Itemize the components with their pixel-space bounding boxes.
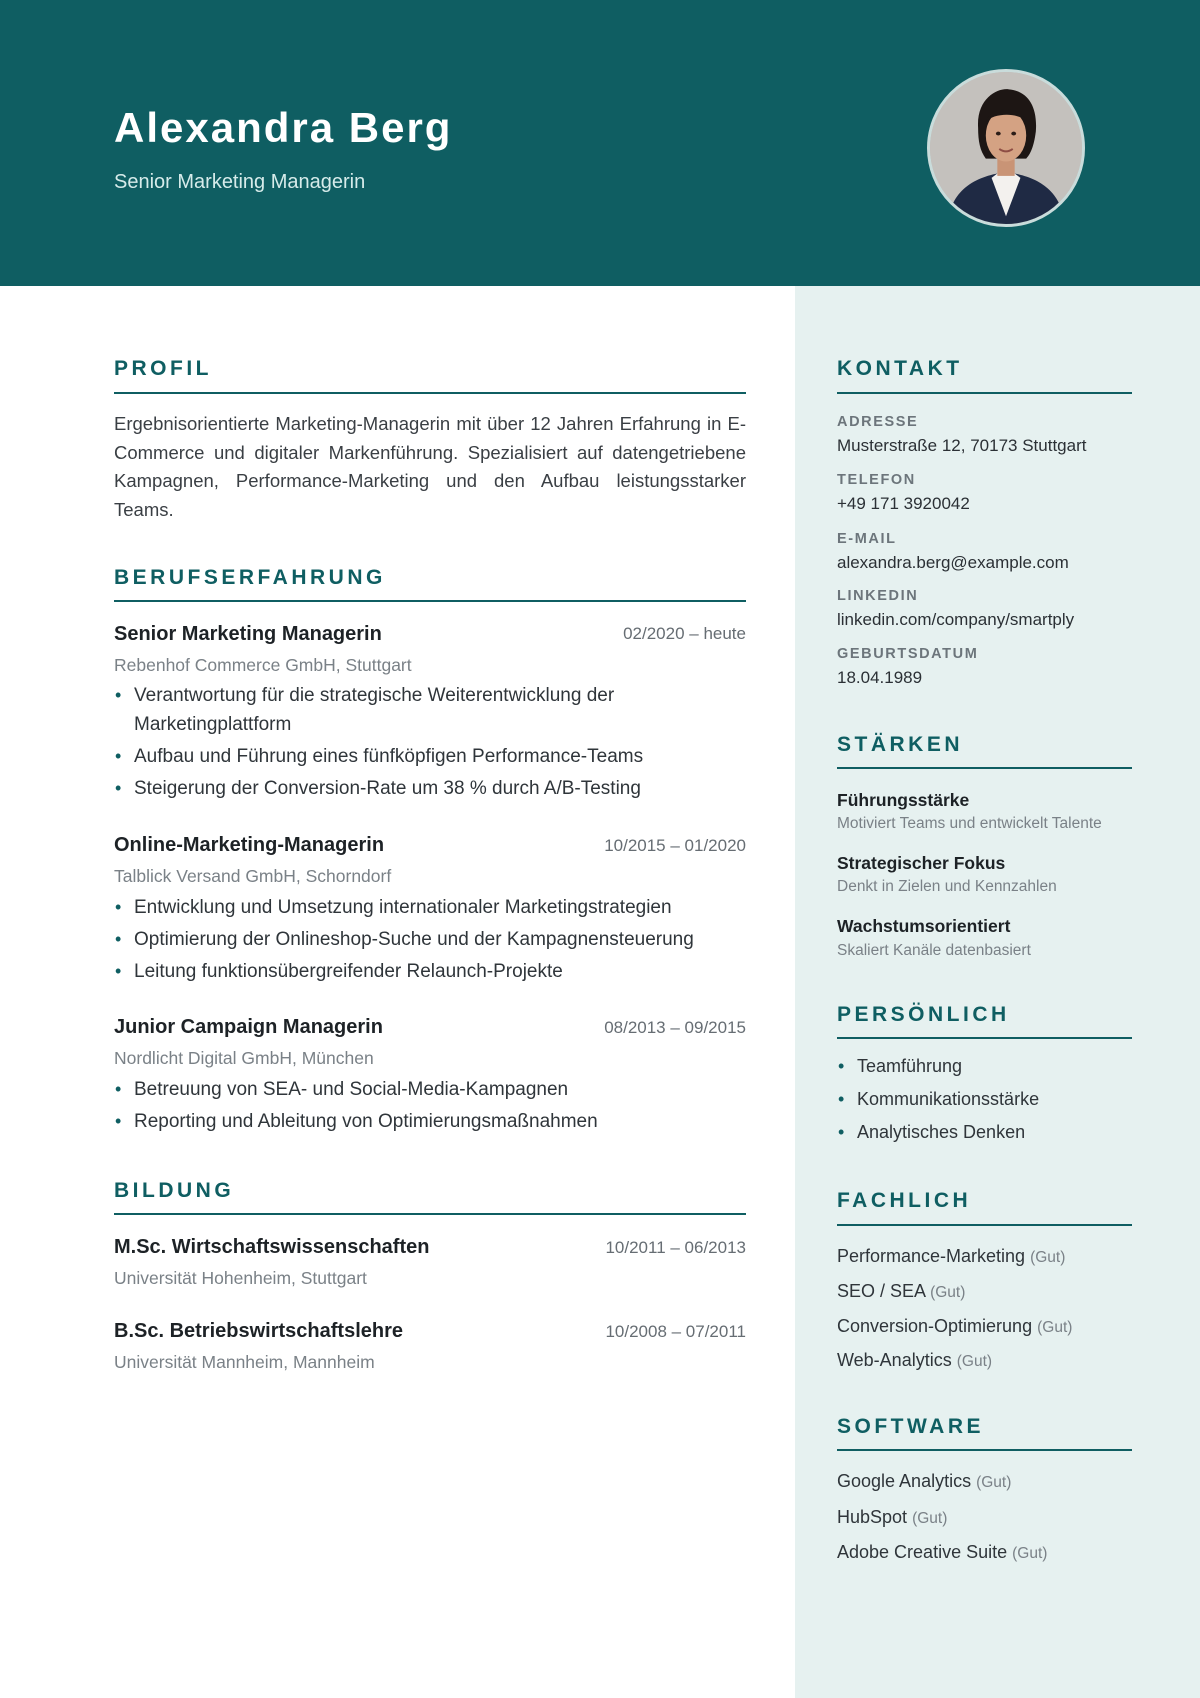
software-skill	[837, 1471, 1011, 1492]
job-bullet: • Steigerung der Conversion-Rate um 38 % durch A/B-Testing	[114, 774, 754, 803]
portrait-image	[930, 72, 1082, 224]
skill-name: Adobe Creative Suite	[837, 1542, 1008, 1562]
job-title: Junior Campaign Managerin	[114, 1016, 383, 1038]
skill-name: Performance-Marketing	[837, 1246, 1026, 1266]
technical-skill	[837, 1281, 965, 1302]
contact-email: alexandra.berg@example.com	[837, 553, 1069, 572]
technical-heading: FACHLICH	[837, 1189, 972, 1212]
job-company: Rebenhof Commerce GmbH, Stuttgart	[114, 655, 412, 675]
technical-skill	[837, 1350, 992, 1371]
contact-label-linkedin: LINKEDIN	[837, 588, 919, 604]
profile-text: Ergebnisorientierte Marketing-Managerin mit über 12 Jahren Erfahrung in E-Commerce und digitaler Markenführung. Spezialisiert auf datengetriebene Kampagnen, Performance-Marketing und den Aufbau leistungsstarker Teams.	[114, 413, 746, 520]
job-bullet: • Betreuung von SEA- und Social-Media-Kampagnen	[114, 1075, 754, 1104]
contact-birthdate: 18.04.1989	[837, 668, 923, 687]
personal-divider	[837, 1037, 1132, 1039]
contact-label-email: E-MAIL	[837, 531, 897, 547]
personal-heading: PERSÖNLICH	[837, 1003, 1010, 1026]
profile-photo	[927, 69, 1085, 227]
software-divider	[837, 1449, 1132, 1451]
job-bullets	[114, 893, 754, 989]
job-company: Nordlicht Digital GmbH, München	[114, 1048, 374, 1068]
job-date: 02/2020 – heute	[623, 624, 746, 643]
software-skill	[837, 1542, 1047, 1563]
job-company: Talblick Versand GmbH, Schorndorf	[114, 866, 392, 886]
education-degree: M.Sc. Wirtschaftswissenschaften	[114, 1236, 430, 1258]
skill-level: (Gut)	[1030, 1249, 1066, 1266]
job-bullets	[114, 1075, 754, 1139]
job-date: 08/2013 – 09/2015	[604, 1018, 746, 1037]
job-title: Senior Marketing Managerin	[114, 623, 382, 645]
education-date: 10/2011 – 06/2013	[605, 1238, 746, 1257]
profile-divider	[114, 392, 746, 394]
job-title: Online-Marketing-Managerin	[114, 834, 385, 856]
strength-title: Führungsstärke	[837, 790, 970, 810]
education-school: Universität Hohenheim, Stuttgart	[114, 1268, 367, 1288]
job-bullets	[114, 681, 754, 806]
skill-level: (Gut)	[1037, 1319, 1073, 1336]
contact-label-phone: TELEFON	[837, 472, 916, 488]
contact-linkedin: linkedin.com/company/smartply	[837, 610, 1075, 629]
software-heading: SOFTWARE	[837, 1415, 984, 1438]
personal-list	[837, 1054, 1039, 1153]
skill-name: HubSpot	[837, 1507, 908, 1527]
job-bullet: • Leitung funktionsübergreifender Relaunch-Projekte	[114, 957, 754, 986]
job-date: 10/2015 – 01/2020	[604, 836, 746, 855]
job-bullet: • Entwicklung und Umsetzung internationaler Marketingstrategien	[114, 893, 754, 922]
job-bullet: • Optimierung der Onlineshop-Suche und der Kampagnensteuerung	[114, 925, 754, 954]
strength-title: Wachstumsorientiert	[837, 916, 1011, 936]
experience-divider	[114, 600, 746, 602]
contact-phone: +49 171 3920042	[837, 494, 970, 513]
strength-desc: Skaliert Kanäle datenbasiert	[837, 942, 1031, 959]
person-job-title: Senior Marketing Managerin	[114, 171, 366, 193]
skill-level: (Gut)	[956, 1353, 993, 1370]
skill-level: (Gut)	[976, 1474, 1012, 1491]
education-divider	[114, 1213, 746, 1215]
contact-heading: KONTAKT	[837, 357, 963, 380]
contact-label-birthdate: GEBURTSDATUM	[837, 646, 979, 662]
education-date: 10/2008 – 07/2011	[605, 1322, 746, 1341]
strength-desc: Denkt in Zielen und Kennzahlen	[837, 878, 1057, 895]
contact-label-address: ADRESSE	[837, 414, 919, 430]
experience-heading: BERUFSERFAHRUNG	[114, 566, 386, 589]
personal-item: • Analytisches Denken	[837, 1120, 1039, 1153]
person-name: Alexandra Berg	[114, 104, 453, 151]
job-bullet: • Aufbau und Führung eines fünfköpfigen Performance-Teams	[114, 742, 754, 771]
skill-level: (Gut)	[930, 1284, 966, 1301]
strength-desc: Motiviert Teams und entwickelt Talente	[837, 815, 1102, 832]
technical-skill	[837, 1246, 1065, 1267]
technical-divider	[837, 1224, 1132, 1226]
education-heading: BILDUNG	[114, 1179, 235, 1202]
strength-title: Strategischer Fokus	[837, 853, 1006, 873]
skill-level: (Gut)	[1012, 1545, 1048, 1562]
contact-address: Musterstraße 12, 70173 Stuttgart	[837, 436, 1087, 455]
strengths-heading: STÄRKEN	[837, 733, 964, 756]
education-school: Universität Mannheim, Mannheim	[114, 1352, 375, 1372]
skill-name: SEO / SEA	[837, 1281, 926, 1301]
software-skill	[837, 1507, 947, 1528]
personal-item: • Kommunikationsstärke	[837, 1087, 1039, 1120]
profile-heading: PROFIL	[114, 357, 212, 380]
education-degree: B.Sc. Betriebswirtschaftslehre	[114, 1320, 403, 1342]
personal-item: • Teamführung	[837, 1054, 1039, 1087]
skill-name: Conversion-Optimierung	[837, 1316, 1033, 1336]
strengths-divider	[837, 767, 1132, 769]
contact-divider	[837, 392, 1132, 394]
skill-name: Web-Analytics	[837, 1350, 952, 1370]
skill-name: Google Analytics	[837, 1471, 972, 1491]
job-bullet: • Verantwortung für die strategische Weiterentwicklung der Marketingplattform	[114, 681, 754, 739]
technical-skill	[837, 1316, 1072, 1337]
skill-level: (Gut)	[912, 1510, 948, 1527]
job-bullet: • Reporting und Ableitung von Optimierungsmaßnahmen	[114, 1107, 754, 1136]
